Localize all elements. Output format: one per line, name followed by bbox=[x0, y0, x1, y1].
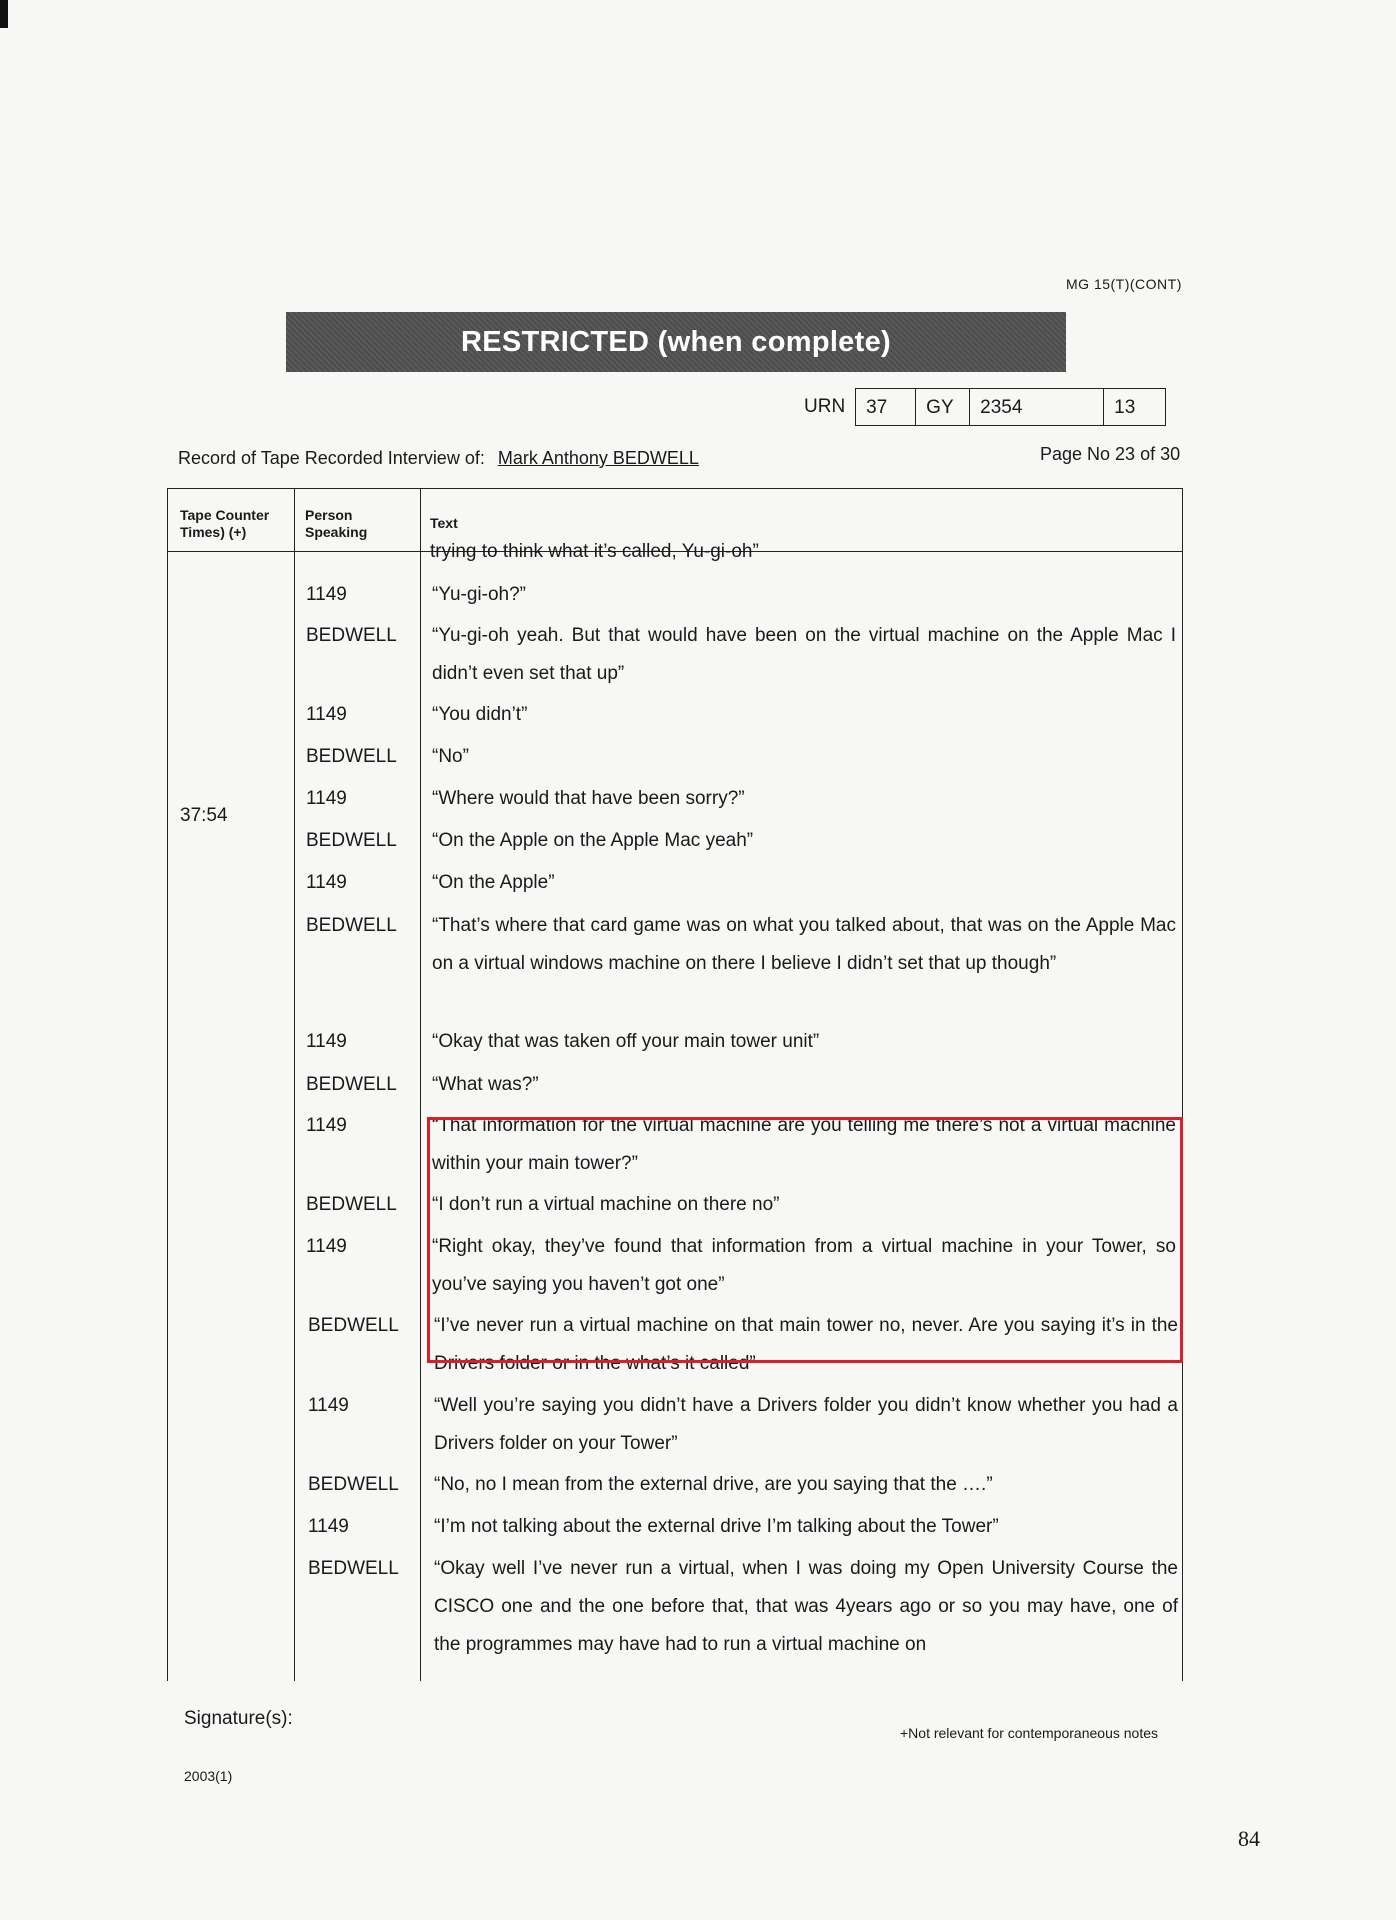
scan-corner-mark bbox=[0, 0, 8, 28]
row-speaker: BEDWELL bbox=[306, 1074, 397, 1095]
urn-box-year: 13 bbox=[1103, 388, 1166, 426]
header-text: Text bbox=[430, 515, 458, 531]
interview-record-line bbox=[178, 448, 699, 469]
urn-box-station: GY bbox=[915, 388, 969, 426]
row-speaker: BEDWELL bbox=[308, 1558, 399, 1579]
row-speaker: 1149 bbox=[306, 1236, 347, 1257]
restricted-banner: RESTRICTED (when complete) bbox=[286, 312, 1066, 372]
row-speaker: 1149 bbox=[306, 788, 347, 809]
row-speaker: 1149 bbox=[306, 1031, 347, 1052]
form-year: 2003(1) bbox=[184, 1768, 233, 1784]
row-text: “Where would that have been sorry?” bbox=[432, 788, 745, 809]
row-text: “Yu-gi-oh yeah. But that would have been on the virtual machine on the Apple Mac I didn’t even set that up” bbox=[432, 625, 1176, 684]
urn-label: URN bbox=[804, 396, 846, 417]
row-speaker: 1149 bbox=[306, 872, 347, 893]
row-speaker: BEDWELL bbox=[308, 1474, 399, 1495]
row-speaker: BEDWELL bbox=[308, 1315, 399, 1336]
header-tape-counter: Tape Counter Times) (+) bbox=[180, 507, 270, 540]
row-speaker: BEDWELL bbox=[306, 746, 397, 767]
row-text: “That information for the virtual machine are you telling me there’s not a virtual machine within your main tower?” bbox=[432, 1115, 1176, 1174]
row-text: “Yu-gi-oh?” bbox=[432, 584, 526, 605]
row-text: “I don’t run a virtual machine on there no” bbox=[432, 1194, 780, 1215]
row-speaker: 1149 bbox=[306, 584, 347, 605]
urn-box-force: 37 bbox=[855, 388, 915, 426]
record-label: Record of Tape Recorded Interview of: bbox=[178, 448, 485, 468]
row-text: “No, no I mean from the external drive, are you saying that the ….” bbox=[434, 1474, 993, 1495]
row-speaker: 1149 bbox=[306, 1115, 347, 1136]
highlight-annotation-box bbox=[427, 1117, 1183, 1363]
tape-counter-time: 37:54 bbox=[180, 805, 228, 826]
row-speaker: 1149 bbox=[308, 1395, 349, 1416]
page-number: 84 bbox=[1238, 1826, 1260, 1851]
urn-box-number: 2354 bbox=[969, 388, 1103, 426]
row-speaker: BEDWELL bbox=[306, 915, 397, 936]
row-text: “You didn’t” bbox=[432, 704, 528, 725]
row-text: “I’ve never run a virtual machine on that main tower no, never. Are you saying it’s in the Drivers folder or in the what’s it called” bbox=[434, 1315, 1178, 1374]
footnote: +Not relevant for contemporaneous notes bbox=[900, 1725, 1158, 1741]
row-text: “Well you’re saying you didn’t have a Drivers folder you didn’t know whether you had a Drivers folder on your Tower” bbox=[434, 1395, 1178, 1454]
row-text: “Right okay, they’ve found that information from a virtual machine in your Tower, so you’ve saying you haven’t got one” bbox=[432, 1236, 1176, 1295]
urn-reference bbox=[804, 387, 1166, 427]
row-text: “Okay that was taken off your main tower unit” bbox=[432, 1031, 820, 1052]
form-code: MG 15(T)(CONT) bbox=[1066, 276, 1182, 292]
page-counter: Page No 23 of 30 bbox=[1040, 444, 1181, 464]
row-speaker: BEDWELL bbox=[306, 1194, 397, 1215]
interviewee-name: Mark Anthony BEDWELL bbox=[497, 448, 699, 468]
row-text: “Okay well I’ve never run a virtual, when I was doing my Open University Course the CISCO one and the one before that, that was 4years ago or so you may have, one of the programmes may have had to run a virtual machine on bbox=[434, 1558, 1178, 1655]
row-speaker: 1149 bbox=[308, 1516, 349, 1537]
row-text: “No” bbox=[432, 746, 469, 767]
row-text: “On the Apple on the Apple Mac yeah” bbox=[432, 830, 754, 851]
row-text: “What was?” bbox=[432, 1074, 539, 1095]
row-text: trying to think what it’s called, Yu-gi-oh” bbox=[430, 541, 759, 562]
row-speaker: BEDWELL bbox=[306, 625, 397, 646]
signature-label: Signature(s): bbox=[184, 1708, 293, 1729]
row-text: “I’m not talking about the external drive I’m talking about the Tower” bbox=[434, 1516, 999, 1537]
row-text: “That’s where that card game was on what you talked about, that was on the Apple Mac on a virtual windows machine on there I believe I didn’t set that up though” bbox=[432, 915, 1176, 974]
transcript-table bbox=[167, 488, 1183, 1681]
column-divider bbox=[420, 489, 421, 1681]
row-text: “On the Apple” bbox=[432, 872, 555, 893]
header-person-speaking: Person Speaking bbox=[305, 507, 368, 540]
row-speaker: BEDWELL bbox=[306, 830, 397, 851]
column-divider bbox=[294, 489, 295, 1681]
row-speaker: 1149 bbox=[306, 704, 347, 725]
